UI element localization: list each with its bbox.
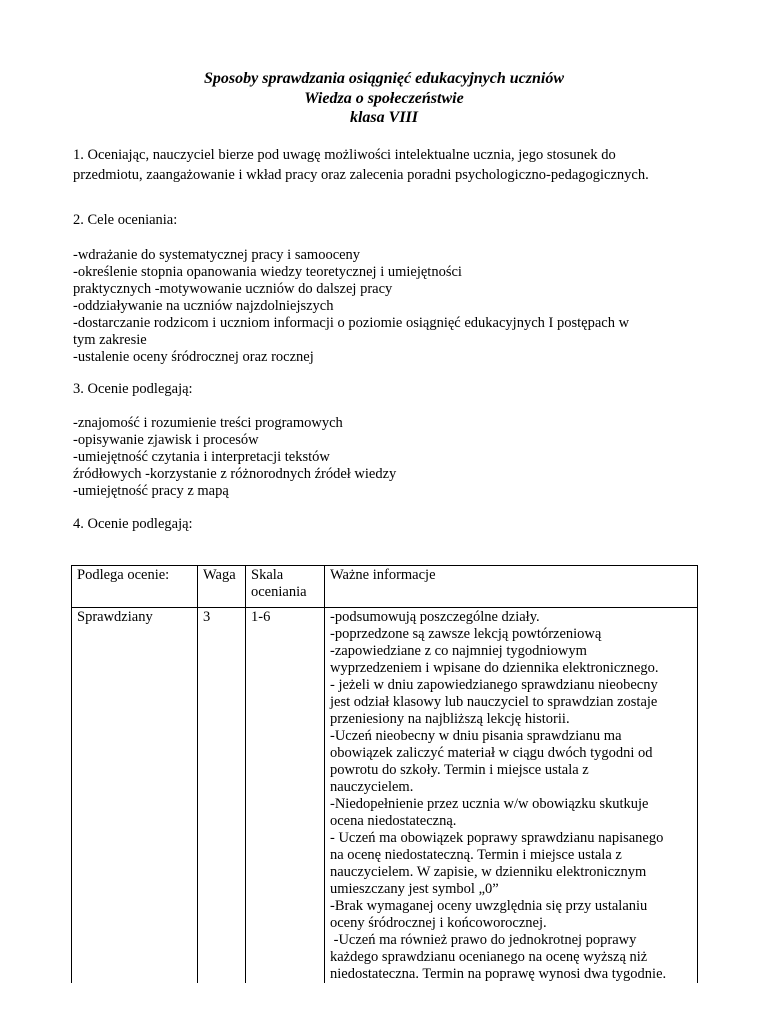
header-cell-scale: [246, 566, 325, 608]
section-4-heading: 4. Ocenie podlegają:: [73, 516, 193, 532]
info-line: -zapowiedziane z co najmniej tygodniowym: [330, 643, 587, 659]
cell-subject: Sprawdziany: [72, 608, 198, 984]
header-scale-line: Skala: [251, 567, 284, 583]
info-line: przeniesiony na najbliższą lekcję historii.: [330, 711, 570, 727]
section-1: [73, 145, 713, 185]
info-line: umieszczany jest symbol „0”: [330, 881, 499, 897]
table-header-row: [72, 566, 698, 608]
list-item: -dostarczanie rodzicom i uczniom informacji o poziomie osiągnięć edukacyjnych I postępach w: [73, 315, 630, 331]
list-item: -określenie stopnia opanowania wiedzy teoretycznej i umiejętności: [73, 264, 462, 280]
section-3-list: [73, 415, 713, 500]
list-item: praktycznych -motywowanie uczniów do dalszej pracy: [73, 281, 393, 297]
info-line: nauczycielem.: [330, 779, 414, 795]
info-line: powrotu do szkoły. Termin i miejsce ustala z: [330, 762, 589, 778]
cell-info: [325, 608, 698, 984]
header-cell-subject: Podlega ocenie:: [72, 566, 198, 608]
info-line: każdego sprawdzianu ocenianego na ocenę wyższą niż: [330, 949, 648, 965]
list-item: -umiejętność pracy z mapą: [73, 483, 229, 499]
cell-scale: 1-6: [246, 608, 325, 984]
list-item: -wdrażanie do systematycznej pracy i samooceny: [73, 247, 361, 263]
section-2-heading: 2. Cele oceniania:: [73, 212, 178, 228]
info-line: -Uczeń nieobecny w dniu pisania sprawdzianu ma: [330, 728, 622, 744]
section-3-heading: 3. Ocenie podlegają:: [73, 381, 193, 397]
list-item: -ustalenie oceny śródrocznej oraz rocznej: [73, 349, 314, 365]
class-title: klasa VIII: [349, 109, 419, 126]
info-line: nauczycielem. W zapisie, w dzienniku elektronicznym: [330, 864, 647, 880]
assessment-table: [71, 565, 698, 983]
info-line: -Uczeń ma również prawo do jednokrotnej poprawy: [330, 932, 637, 948]
info-line: na ocenę niedostateczną. Termin i miejsce ustala z: [330, 847, 622, 863]
section-2-list: [73, 247, 713, 366]
info-line: ocena niedostateczną.: [330, 813, 457, 829]
header-scale-line: oceniania: [251, 584, 307, 600]
info-line: -Niedopełnienie przez ucznia w/w obowiązku skutkuje: [330, 796, 649, 812]
info-line: niedostateczna. Termin na poprawę wynosi dwa tygodnie.: [330, 966, 667, 982]
header-cell-weight: Waga: [198, 566, 246, 608]
document-title: Sposoby sprawdzania osiągnięć edukacyjnych uczniów: [203, 70, 565, 87]
table-row: [72, 608, 698, 984]
info-line: - jeżeli w dniu zapowiedzianego sprawdzianu nieobecny: [330, 677, 658, 693]
list-item: -znajomość i rozumienie treści programowych: [73, 415, 343, 431]
list-item: -umiejętność czytania i interpretacji tekstów: [73, 449, 330, 465]
info-line: jest odział klasowy lub nauczyciel to sprawdzian zostaje: [330, 694, 658, 710]
info-line: - Uczeń ma obowiązek poprawy sprawdzianu napisanego: [330, 830, 664, 846]
list-item: -oddziaływanie na uczniów najzdolniejszych: [73, 298, 334, 314]
subject-title: Wiedza o społeczeństwie: [304, 90, 464, 107]
info-line: -podsumowują poszczególne działy.: [330, 609, 540, 625]
cell-weight: 3: [198, 608, 246, 984]
list-item: tym zakresie: [73, 332, 147, 348]
info-line: wyprzedzeniem i wpisane do dziennika elektronicznego.: [330, 660, 659, 676]
section-1-line: 1. Oceniając, nauczyciel bierze pod uwagę możliwości intelektualne ucznia, jego stosunek do: [73, 147, 616, 163]
section-1-line: przedmiotu, zaangażowanie i wkład pracy oraz zalecenia poradni psychologiczno-pedagogicznych.: [73, 167, 649, 183]
header-cell-info: Ważne informacje: [325, 566, 698, 608]
info-line: obowiązek zaliczyć materiał w ciągu dwóch tygodni od: [330, 745, 653, 761]
list-item: -opisywanie zjawisk i procesów: [73, 432, 259, 448]
info-line: oceny śródrocznej i końcoworocznej.: [330, 915, 547, 931]
list-item: źródłowych -korzystanie z różnorodnych źródeł wiedzy: [73, 466, 397, 482]
info-line: -Brak wymaganej oceny uwzględnia się przy ustalaniu: [330, 898, 648, 914]
info-line: -poprzedzone są zawsze lekcją powtórzeniową: [330, 626, 602, 642]
